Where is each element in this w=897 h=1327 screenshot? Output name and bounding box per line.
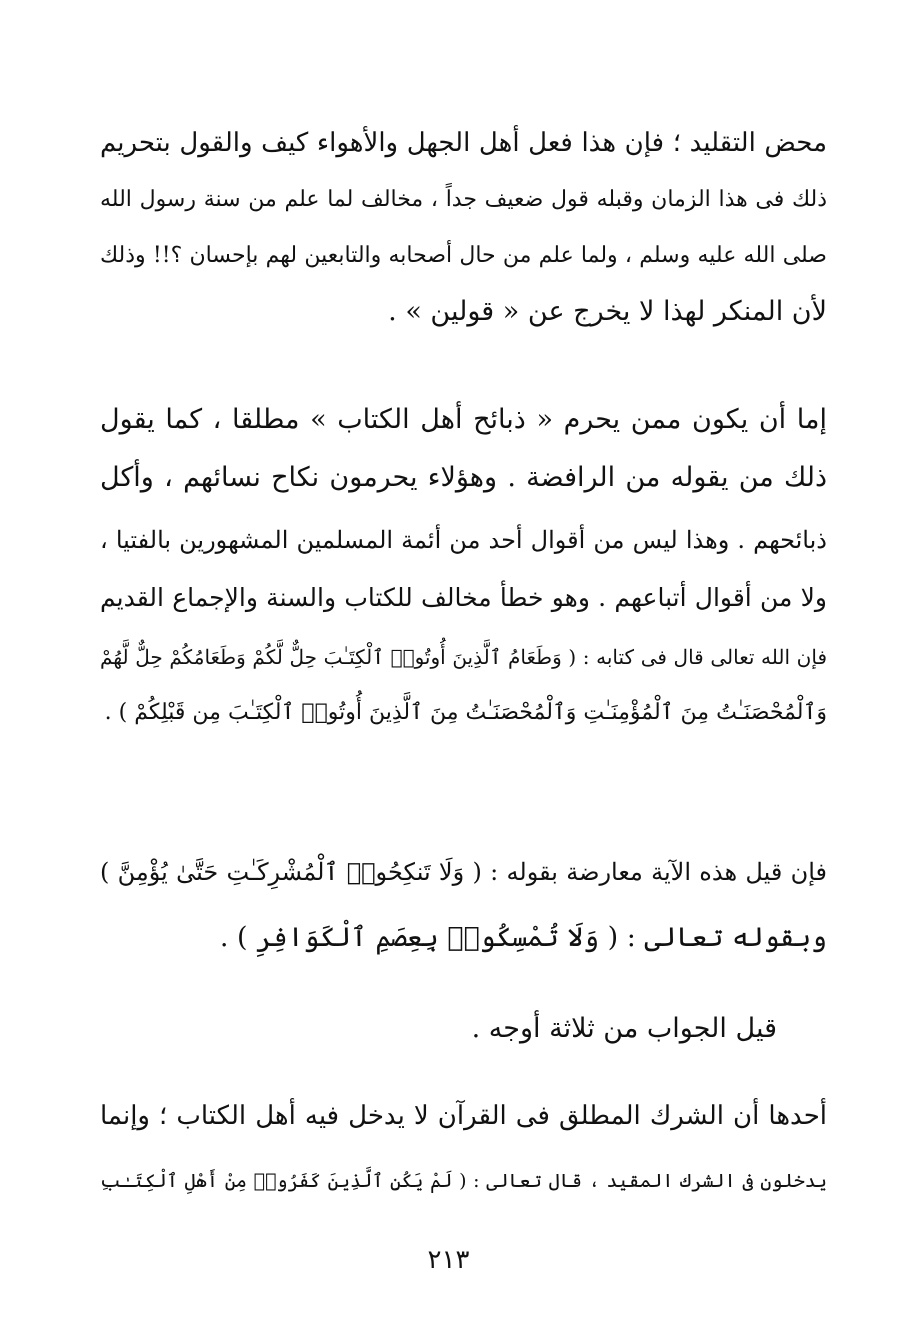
text-line: ذبائحهم . وهذا ليس من أقوال أحد من أئمة المسلمين المشهورين بالفتيا ، — [100, 526, 827, 554]
quran-verse-line: فإن الله تعالى قال فى كتابه : ( وَطَعَامُ ٱلَّذِينَ أُوتُوا۟ ٱلْكِتَـٰبَ حِلٌّ لَّكُمْ وَطَعَامُكُمْ حِلٌّ لَّهُمْ — [100, 645, 827, 669]
text-line: قيل الجواب من ثلاثة أوجه . — [471, 1013, 777, 1044]
quran-verse-line: وَٱلْمُحْصَنَـٰتُ مِنَ ٱلْمُؤْمِنَـٰتِ وَٱلْمُحْصَنَـٰتُ مِنَ ٱلَّذِينَ أُوتُوا۟ ٱلْكِتَـٰبَ مِن قَبْلِكُمْ ) . — [104, 700, 827, 725]
text-line: إما أن يكون ممن يحرم « ذبائح أهل الكتاب » مطلقا ، كما يقول — [100, 404, 827, 435]
text-line: ولا من أقوال أتباعهم . وهو خطأ مخالف للكتاب والسنة والإجماع القديم — [100, 583, 827, 612]
page-number: ٢١٣ — [427, 1245, 470, 1275]
text-line: لأن المنكر لهذا لا يخرج عن « قولين » . — [388, 296, 827, 327]
text-line: ذلك من يقوله من الرافضة . وهؤلاء يحرمون نكاح نسائهم ، وأكل — [100, 462, 827, 493]
text-line: محض التقليد ؛ فإن هذا فعل أهل الجهل والأهواء كيف والقول بتحريم — [100, 128, 827, 158]
text-line: أحدها أن الشرك المطلق فى القرآن لا يدخل فيه أهل الكتاب ؛ وإنما — [100, 1101, 827, 1131]
text-line: ذلك فى هذا الزمان وقبله قول ضعيف جداً ، مخالف لما علم من سنة رسول الله — [100, 187, 827, 212]
quran-verse-line: يدخلون فى الشرك المقيد ، قال تعالى : ( لَمْ يَكُنِ ٱلَّذِينَ كَفَرُوا۟ مِنْ أَهْلِ ٱلْكِتَـٰبِ — [100, 1170, 827, 1192]
text-line: صلى الله عليه وسلم ، ولما علم من حال أصحابه والتابعين لهم بإحسان ؟!! وذلك — [100, 243, 827, 268]
text-line: وبقوله تعالى : ( وَلَا تُمْسِكُوا۟ بِعِصَمِ ٱلْكَوَافِرِ ) . — [219, 922, 827, 953]
text-line: فإن قيل هذه الآية معارضة بقوله : ( وَلَا تَنكِحُوا۟ ٱلْمُشْرِكَـٰتِ حَتَّىٰ يُؤْمِنَّ ) — [100, 858, 827, 886]
